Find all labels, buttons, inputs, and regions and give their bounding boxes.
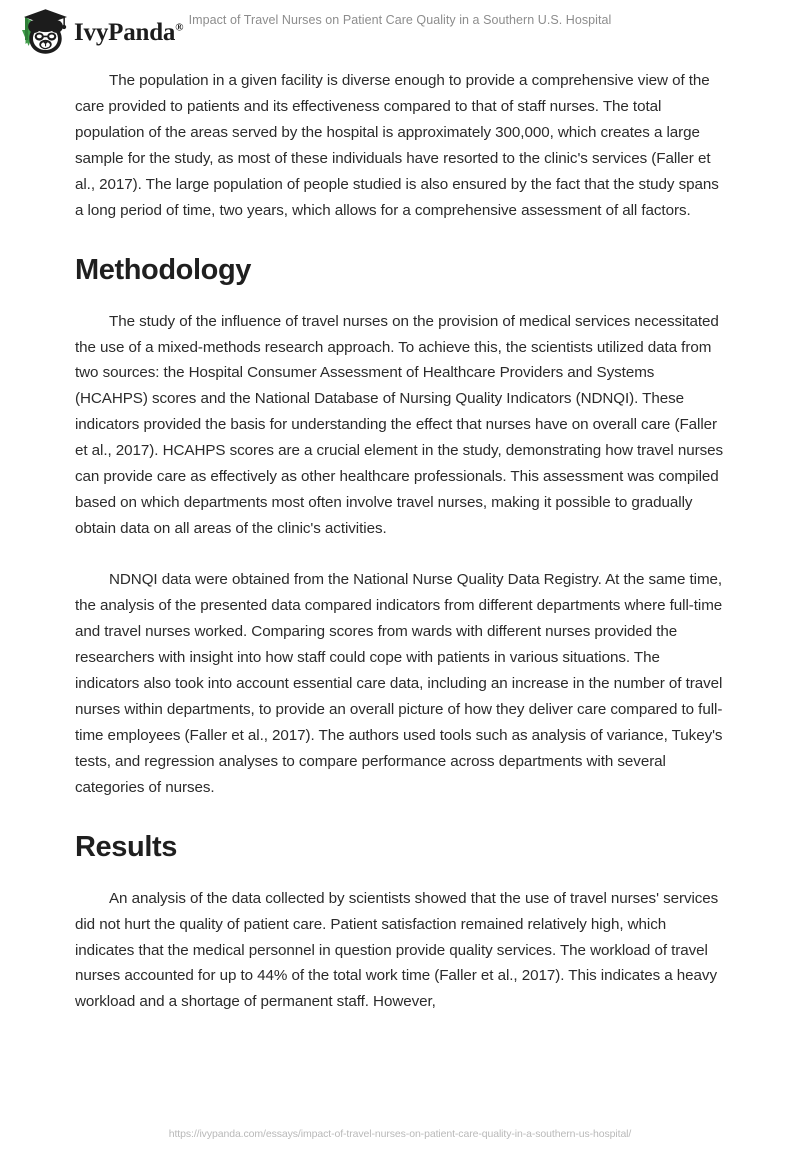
registered-mark: ® — [175, 21, 184, 34]
section-heading-methodology: Methodology — [75, 254, 252, 287]
brand-name-text: IvyPanda — [74, 18, 176, 46]
paragraph: The population in a given facility is diverse enough to provide a comprehensive view of the care provided to patients and its effectiveness compared to that of staff nurses. The total population of the areas served by the hospital is approximately 300,000, which creates a large sample for the study, as most of these individuals have resorted to the clinic's services (Faller et al., 2017). The large population of people studied is also ensured by the fact that the study spans a long period of time, two years, which allows for a comprehensive assessment of all factors. — [75, 72, 719, 219]
paragraph: The study of the influence of travel nurses on the provision of medical services necessitated the use of a mixed-methods research approach. To achieve this, the scientists utilized data from two sources: the Hospital Consumer Assessment of Healthcare Providers and Systems (HCAHPS) scores and the National Database of Nursing Quality Indicators (NDNQI). These indicators provided the basis for understanding the effect that nurses have on overall care (Faller et al., 2017). HCAHPS scores are a crucial element in the study, demonstrating how travel nurses can provide care as effectively as other healthcare professionals. This assessment was compiled based on which departments most often involve travel nurses, making it possible to gradually obtain data on all areas of the clinic's activities. — [75, 312, 724, 537]
section-heading-results: Results — [75, 831, 177, 864]
paragraph: An analysis of the data collected by scientists showed that the use of travel nurses' services did not hurt the quality of patient care. Patient satisfaction remained relatively high, which indicates that the medical personnel in question provide quality services. The workload of travel nurses accounted for up to 44% of the total work time (Faller et al., 2017). This indicates a heavy workload and a shortage of permanent staff. However, — [75, 889, 719, 1011]
page-footer — [0, 1124, 800, 1142]
running-head-title: Impact of Travel Nurses on Patient Care Quality in a Southern U.S. Hospital — [188, 13, 612, 27]
footer-source-url[interactable]: https://ivypanda.com/essays/impact-of-travel-nurses-on-patient-care-quality-in-a-southern-us-hospital/ — [168, 1128, 632, 1140]
document-content — [75, 68, 727, 1015]
paragraph: NDNQI data were obtained from the National Nurse Quality Data Registry. At the same time, the analysis of the presented data compared indicators from different departments where full-time and travel nurses worked. Comparing scores from wards with different nurses provided the researchers with insight into how staff could cope with patients in various situations. The indicators also took into account essential care data, including an increase in the number of travel nurses within departments, to provide an overall picture of how they deliver care compared to full-time employees (Faller et al., 2017). The authors used tools such as analysis of variance, Tukey's tests, and regression analyses to compare performance across departments with several categories of nurses. — [75, 571, 723, 796]
page-header — [0, 0, 800, 62]
